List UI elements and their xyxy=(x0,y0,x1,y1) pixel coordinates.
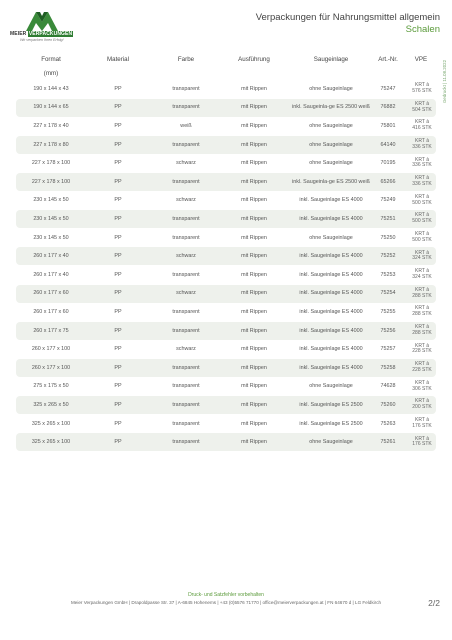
cell-vpe: KRT à 500 STK xyxy=(412,212,432,225)
cell-ausfuehrung: mit Rippen xyxy=(241,439,267,446)
cell-format: 325 x 265 x 50 xyxy=(33,402,69,409)
table-row xyxy=(16,173,436,191)
cell-artnr: 75256 xyxy=(380,327,396,334)
cell-vpe: KRT à 576 STK xyxy=(412,82,432,94)
cell-artnr: 75252 xyxy=(380,253,396,260)
cell-material: PP xyxy=(114,271,122,278)
cell-format: 260 x 177 x 60 xyxy=(33,290,69,297)
cell-ausfuehrung: mit Rippen xyxy=(241,402,267,409)
cell-saugeinlage: ohne Saugeinlage xyxy=(309,234,353,241)
cell-material: PP xyxy=(114,141,122,148)
cell-vpe: KRT à 500 STK xyxy=(412,193,432,206)
cell-artnr: 76882 xyxy=(380,104,396,111)
table-row xyxy=(16,303,436,321)
print-date-note: Gedruckt | 11.08.2022 xyxy=(442,60,447,104)
company-logo xyxy=(10,10,92,48)
cell-ausfuehrung: mit Rippen xyxy=(241,85,267,92)
cell-farbe: schwarz xyxy=(176,253,196,260)
cell-vpe: KRT à 324 STK xyxy=(412,268,432,280)
cell-artnr: 75249 xyxy=(380,197,396,204)
cell-material: PP xyxy=(114,290,122,297)
cell-artnr: 65266 xyxy=(380,178,396,185)
cell-farbe: schwarz xyxy=(176,290,196,297)
cell-farbe: transparent xyxy=(172,104,200,111)
cell-vpe: KRT à 336 STK xyxy=(412,138,432,150)
cell-artnr: 75251 xyxy=(380,216,396,223)
cell-vpe: KRT à 228 STK xyxy=(412,342,432,355)
cell-vpe: KRT à 200 STK xyxy=(412,398,432,411)
cell-saugeinlage: inkl. Saugeinlage ES 4000 xyxy=(299,364,363,371)
footer-company-line: Meier Verpackungen GmbH | Drapoldpasse Str. 37 | A-6845 Hohenems | +43 (0)5576 71770 | office@meierverpackungen.at | FN 64670 d | LG Feldkirch xyxy=(70,600,382,605)
table-row xyxy=(16,359,436,377)
table-row xyxy=(16,247,436,265)
table-row xyxy=(16,229,436,247)
col-format-unit: (mm) xyxy=(43,70,59,77)
cell-format: 230 x 145 x 50 xyxy=(33,216,69,223)
table-row xyxy=(16,192,436,210)
cell-material: PP xyxy=(114,402,122,409)
cell-material: PP xyxy=(114,439,122,446)
cell-saugeinlage: inkl. Saugeinla-ge ES 2500 weiß xyxy=(292,178,370,185)
cell-format: 260 x 177 x 100 xyxy=(31,364,71,371)
cell-artnr: 64140 xyxy=(380,141,396,148)
table-row xyxy=(16,322,436,340)
table-row xyxy=(16,340,436,358)
cell-format: 190 x 144 x 43 xyxy=(33,85,69,92)
cell-farbe: transparent xyxy=(172,327,200,334)
cell-artnr: 75801 xyxy=(380,123,396,130)
cell-vpe: KRT à 176 STK xyxy=(412,417,432,429)
cell-ausfuehrung: mit Rippen xyxy=(241,253,267,260)
cell-material: PP xyxy=(114,123,122,130)
cell-vpe: KRT à 228 STK xyxy=(412,361,432,373)
cell-ausfuehrung: mit Rippen xyxy=(241,309,267,316)
cell-format: 230 x 145 x 50 xyxy=(33,197,69,204)
table-row xyxy=(16,80,436,98)
table-row xyxy=(16,396,436,414)
cell-format: 325 x 265 x 100 xyxy=(31,420,71,427)
cell-farbe: transparent xyxy=(172,85,200,92)
cell-saugeinlage: ohne Saugeinlage xyxy=(309,85,353,92)
cell-ausfuehrung: mit Rippen xyxy=(241,383,267,390)
cell-material: PP xyxy=(114,234,122,241)
cell-format: 227 x 178 x 100 xyxy=(31,160,71,167)
cell-material: PP xyxy=(114,346,122,353)
cell-vpe: KRT à 288 STK xyxy=(412,305,432,318)
cell-saugeinlage: inkl. Saugeinlage ES 4000 xyxy=(299,309,363,316)
footer-note: Druck- und Satzfehler vorbehalten xyxy=(188,592,264,598)
cell-ausfuehrung: mit Rippen xyxy=(241,178,267,185)
cell-format: 260 x 177 x 40 xyxy=(33,271,69,278)
cell-ausfuehrung: mit Rippen xyxy=(241,123,267,130)
cell-vpe: KRT à 324 STK xyxy=(412,249,432,262)
cell-ausfuehrung: mit Rippen xyxy=(241,290,267,297)
cell-farbe: transparent xyxy=(172,402,200,409)
col-farbe: Farbe xyxy=(177,56,195,63)
cell-farbe: transparent xyxy=(172,178,200,185)
cell-saugeinlage: inkl. Saugeinlage ES 4000 xyxy=(299,346,363,353)
cell-vpe: KRT à 336 STK xyxy=(412,175,432,187)
cell-format: 230 x 145 x 50 xyxy=(33,234,69,241)
cell-saugeinlage: ohne Saugeinlage xyxy=(309,383,353,390)
table-row xyxy=(16,136,436,154)
cell-farbe: transparent xyxy=(172,364,200,371)
cell-material: PP xyxy=(114,383,122,390)
cell-artnr: 75250 xyxy=(380,234,396,241)
cell-saugeinlage: inkl. Saugeinla-ge ES 2500 weiß xyxy=(292,104,370,111)
cell-ausfuehrung: mit Rippen xyxy=(241,346,267,353)
cell-artnr: 75261 xyxy=(380,439,396,446)
cell-material: PP xyxy=(114,197,122,204)
cell-farbe: transparent xyxy=(172,216,200,223)
table-row xyxy=(16,378,436,396)
logo-brand: MEIER VERPACKUNGEN xyxy=(10,31,73,37)
cell-artnr: 74628 xyxy=(380,383,396,390)
table-row xyxy=(16,433,436,451)
cell-farbe: transparent xyxy=(172,439,200,446)
table-row xyxy=(16,415,436,433)
cell-saugeinlage: inkl. Saugeinlage ES 2500 xyxy=(299,420,363,427)
cell-format: 227 x 178 x 40 xyxy=(33,123,69,130)
cell-artnr: 75253 xyxy=(380,271,396,278)
col-material: Material xyxy=(106,56,129,63)
cell-format: 260 x 177 x 100 xyxy=(31,346,71,353)
cell-format: 275 x 175 x 50 xyxy=(33,383,69,390)
cell-material: PP xyxy=(114,160,122,167)
cell-farbe: transparent xyxy=(172,420,200,427)
cell-saugeinlage: inkl. Saugeinlage ES 4000 xyxy=(299,216,363,223)
cell-farbe: schwarz xyxy=(176,346,196,353)
cell-vpe: KRT à 306 STK xyxy=(412,379,432,392)
cell-format: 325 x 265 x 100 xyxy=(31,439,71,446)
cell-farbe: schwarz xyxy=(176,160,196,167)
cell-format: 227 x 178 x 100 xyxy=(31,178,71,185)
col-ausfuehrung: Ausführung xyxy=(238,56,270,63)
cell-ausfuehrung: mit Rippen xyxy=(241,364,267,371)
table-row xyxy=(16,99,436,117)
cell-farbe: transparent xyxy=(172,383,200,390)
cell-farbe: transparent xyxy=(172,234,200,241)
cell-material: PP xyxy=(114,253,122,260)
cell-format: 190 x 144 x 65 xyxy=(33,104,69,111)
cell-vpe: KRT à 504 STK xyxy=(412,100,432,113)
cell-ausfuehrung: mit Rippen xyxy=(241,160,267,167)
table-row xyxy=(16,117,436,135)
cell-saugeinlage: inkl. Saugeinlage ES 4000 xyxy=(299,253,363,260)
cell-saugeinlage: inkl. Saugeinlage ES 4000 xyxy=(299,290,363,297)
cell-ausfuehrung: mit Rippen xyxy=(241,420,267,427)
cell-artnr: 70195 xyxy=(380,160,396,167)
cell-ausfuehrung: mit Rippen xyxy=(241,234,267,241)
col-artnr: Art.-Nr. xyxy=(378,56,398,63)
cell-artnr: 75257 xyxy=(380,346,396,353)
cell-vpe: KRT à 288 STK xyxy=(412,324,432,336)
cell-vpe: KRT à 288 STK xyxy=(412,286,432,299)
cell-artnr: 75255 xyxy=(380,309,396,316)
table-header xyxy=(16,54,436,78)
cell-format: 260 x 177 x 75 xyxy=(33,327,69,334)
cell-format: 260 x 177 x 40 xyxy=(33,253,69,260)
page-title: Verpackungen für Nahrungsmittel allgemein xyxy=(255,12,440,23)
cell-farbe: transparent xyxy=(172,309,200,316)
cell-saugeinlage: ohne Saugeinlage xyxy=(309,439,353,446)
cell-material: PP xyxy=(114,309,122,316)
cell-format: 260 x 177 x 60 xyxy=(33,309,69,316)
cell-saugeinlage: ohne Saugeinlage xyxy=(309,160,353,167)
cell-saugeinlage: inkl. Saugeinlage ES 2500 xyxy=(299,402,363,409)
cell-ausfuehrung: mit Rippen xyxy=(241,216,267,223)
cell-ausfuehrung: mit Rippen xyxy=(241,327,267,334)
cell-material: PP xyxy=(114,420,122,427)
cell-vpe: KRT à 176 STK xyxy=(412,435,432,448)
page-subtitle: Schalen xyxy=(405,24,440,35)
cell-ausfuehrung: mit Rippen xyxy=(241,271,267,278)
cell-format: 227 x 178 x 80 xyxy=(33,141,69,148)
cell-artnr: 75258 xyxy=(380,364,396,371)
cell-material: PP xyxy=(114,364,122,371)
cell-farbe: transparent xyxy=(172,271,200,278)
cell-artnr: 75254 xyxy=(380,290,396,297)
table-row xyxy=(16,285,436,303)
cell-ausfuehrung: mit Rippen xyxy=(241,141,267,148)
cell-material: PP xyxy=(114,178,122,185)
cell-material: PP xyxy=(114,85,122,92)
col-saugeinlage: Saugeinlage xyxy=(313,56,349,63)
col-format: Format xyxy=(41,56,61,63)
cell-ausfuehrung: mit Rippen xyxy=(241,104,267,111)
cell-material: PP xyxy=(114,327,122,334)
cell-artnr: 75260 xyxy=(380,402,396,409)
cell-farbe: transparent xyxy=(172,141,200,148)
cell-saugeinlage: inkl. Saugeinlage ES 4000 xyxy=(299,271,363,278)
cell-saugeinlage: inkl. Saugeinlage ES 4000 xyxy=(299,327,363,334)
cell-vpe: KRT à 500 STK xyxy=(412,231,432,243)
cell-artnr: 75247 xyxy=(380,85,396,92)
cell-saugeinlage: inkl. Saugeinlage ES 4000 xyxy=(299,197,363,204)
cell-artnr: 75263 xyxy=(380,420,396,427)
cell-ausfuehrung: mit Rippen xyxy=(241,197,267,204)
col-vpe: VPE xyxy=(414,56,428,63)
cell-farbe: weiß xyxy=(180,123,192,130)
table-row xyxy=(16,210,436,228)
cell-vpe: KRT à 416 STK xyxy=(412,119,432,132)
cell-farbe: schwarz xyxy=(176,197,196,204)
table-row xyxy=(16,266,436,284)
cell-material: PP xyxy=(114,104,122,111)
logo-mark-icon xyxy=(24,10,64,32)
cell-saugeinlage: ohne Saugeinlage xyxy=(309,141,353,148)
cell-saugeinlage: ohne Saugeinlage xyxy=(309,123,353,130)
logo-tagline: Wir verpacken Ihren Erfolg! xyxy=(20,38,64,42)
page-number: 2/2 xyxy=(428,598,440,608)
cell-vpe: KRT à 336 STK xyxy=(412,156,432,169)
table-row xyxy=(16,154,436,172)
cell-material: PP xyxy=(114,216,122,223)
